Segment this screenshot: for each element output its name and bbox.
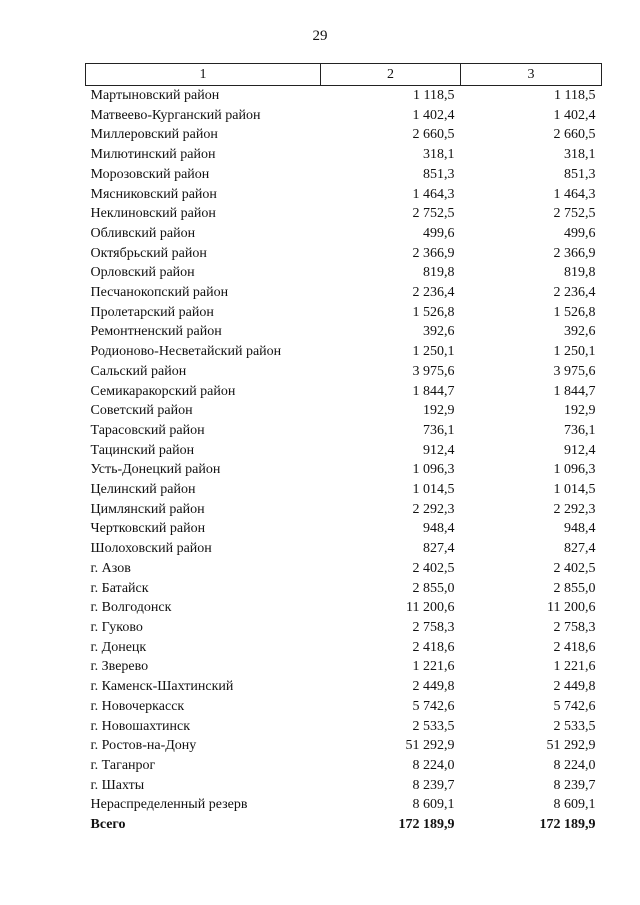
row-col2-value: 1 250,1	[412, 344, 455, 360]
row-col2-value: 8 224,0	[412, 757, 455, 773]
table-row	[86, 362, 602, 382]
row-col2-value: 1 526,8	[412, 304, 455, 320]
row-name: г. Новочеркасск	[90, 698, 185, 714]
row-col3-value: 1 844,7	[553, 383, 596, 399]
row-name: Нераспределенный резерв	[90, 797, 248, 813]
row-col3-value: 2 752,5	[553, 206, 596, 222]
row-col3-value: 8 224,0	[553, 757, 596, 773]
row-col2-value: 1 096,3	[412, 462, 455, 478]
row-col2-value: 2 449,8	[412, 679, 455, 695]
row-col2-value: 192,9	[423, 403, 455, 419]
row-col3-value: 1 250,1	[553, 344, 596, 360]
row-col2-value: 1 118,5	[413, 88, 455, 103]
table-row	[86, 756, 602, 776]
row-col2-value: 8 609,1	[412, 797, 455, 813]
row-name: Песчанокопский район	[90, 285, 229, 301]
row-col3-value: 392,6	[564, 324, 596, 340]
row-col2-value: 8 239,7	[412, 777, 455, 793]
row-col2-value: 1 221,6	[412, 659, 455, 675]
row-col2-value: 392,6	[423, 324, 455, 340]
row-name: г. Ростов-на-Дону	[90, 738, 197, 754]
row-col2-value: 827,4	[423, 541, 455, 557]
table-row	[86, 677, 602, 697]
row-col3-value: 1 402,4	[553, 107, 596, 123]
row-name: г. Азов	[90, 560, 131, 576]
row-name: Целинский район	[90, 482, 196, 498]
row-name: Пролетарский район	[90, 304, 214, 320]
row-col2-value: 912,4	[423, 442, 455, 458]
table-row	[86, 598, 602, 618]
row-col2-value: 318,1	[423, 147, 455, 163]
row-col2-value: 1 014,5	[412, 482, 455, 498]
total-row	[86, 815, 602, 835]
row-col3-value: 819,8	[564, 265, 596, 281]
row-col2-value: 2 236,4	[412, 285, 455, 301]
row-col3-value: 2 758,3	[553, 619, 596, 635]
row-col2-value: 499,6	[423, 225, 455, 241]
table-row	[86, 776, 602, 796]
row-name: Морозовский район	[90, 166, 210, 182]
table-row	[86, 283, 602, 303]
row-col3-value: 318,1	[564, 147, 596, 163]
row-name: г. Волгодонск	[90, 600, 172, 616]
row-col2-value: 2 366,9	[412, 245, 455, 261]
column-header-3: 3	[461, 64, 602, 86]
row-col3-value: 5 742,6	[553, 698, 596, 714]
row-col2-value: 2 402,5	[412, 560, 455, 576]
row-col3-value: 912,4	[564, 442, 596, 458]
table-row	[86, 263, 602, 283]
row-name: Обливский район	[90, 225, 196, 241]
column-header-2: 2	[321, 64, 461, 86]
row-col3-value: 1 014,5	[553, 482, 596, 498]
page-number: 29	[312, 28, 328, 44]
table-row	[86, 657, 602, 677]
table-row	[86, 421, 602, 441]
row-col3-value: 3 975,6	[553, 363, 596, 379]
row-col2-value: 851,3	[423, 166, 455, 182]
table-row	[86, 145, 602, 165]
table-row	[86, 322, 602, 342]
row-col2-value: 1 402,4	[412, 107, 455, 123]
table-row	[86, 795, 602, 815]
row-name: г. Каменск-Шахтинский	[90, 679, 234, 695]
row-name: г. Шахты	[90, 777, 145, 793]
row-name: Миллеровский район	[90, 127, 218, 143]
row-name: г. Донецк	[90, 639, 147, 655]
row-name: Родионово-Несветайский район	[90, 344, 282, 360]
row-col2-value: 948,4	[423, 521, 455, 537]
row-col3-value: 2 236,4	[553, 285, 596, 301]
row-col3-value: 948,4	[564, 521, 596, 537]
row-name: г. Гуково	[90, 619, 143, 635]
row-col3-value: 2 449,8	[553, 679, 596, 695]
row-col2-value: 2 292,3	[412, 501, 455, 517]
row-col2-value: 2 660,5	[412, 127, 455, 143]
row-col3-value: 2 418,6	[553, 639, 596, 655]
row-col2-value: 1 844,7	[412, 383, 455, 399]
row-col2-value: 736,1	[423, 422, 455, 438]
row-name: Усть-Донецкий район	[90, 462, 221, 478]
row-name: Тацинский район	[90, 442, 195, 458]
table-row	[86, 342, 602, 362]
row-col3-value: 2 402,5	[553, 560, 596, 576]
row-col2-value: 3 975,6	[412, 363, 455, 379]
row-name: Семикаракорский район	[90, 383, 236, 399]
row-col3-value: 8 239,7	[553, 777, 596, 793]
table-row	[86, 185, 602, 205]
table-row	[86, 717, 602, 737]
row-col3-value: 1 096,3	[553, 462, 596, 478]
row-name: г. Таганрог	[90, 757, 156, 773]
row-col3-value: 851,3	[564, 166, 596, 182]
row-name: Ремонтненский район	[90, 324, 222, 340]
row-col3-value: 2 292,3	[553, 501, 596, 517]
table-row	[86, 559, 602, 579]
row-col3-value: 736,1	[564, 422, 596, 438]
row-col3-value: 1 526,8	[553, 304, 596, 320]
table-row	[86, 86, 602, 106]
table-row	[86, 244, 602, 264]
table-row	[86, 303, 602, 323]
row-col3-value: 2 660,5	[553, 127, 596, 143]
row-col3-value: 1 221,6	[553, 659, 596, 675]
table-row	[86, 441, 602, 461]
row-col3-value: 1 118,5	[554, 88, 596, 103]
row-name: Сальский район	[90, 363, 187, 379]
table-row	[86, 519, 602, 539]
row-col3-value: 192,9	[564, 403, 596, 419]
table-row	[86, 224, 602, 244]
row-name: Шолоховский район	[90, 541, 212, 557]
row-col2-value: 51 292,9	[405, 738, 455, 754]
table-row	[86, 500, 602, 520]
table-row	[86, 697, 602, 717]
row-name: Милютинский район	[90, 147, 216, 163]
table-row	[86, 539, 602, 559]
row-name: г. Зверево	[90, 659, 149, 675]
row-col3-value: 11 200,6	[547, 600, 596, 616]
table-row	[86, 736, 602, 756]
row-col2-value: 1 464,3	[412, 186, 455, 202]
table-row	[86, 106, 602, 126]
table-row	[86, 401, 602, 421]
row-name: Чертковский район	[90, 521, 206, 537]
table-row	[86, 204, 602, 224]
row-col3-value: 499,6	[564, 225, 596, 241]
row-col3-value: 8 609,1	[553, 797, 596, 813]
table-row	[86, 382, 602, 402]
row-name: Цимлянский район	[90, 501, 205, 517]
header-row	[86, 64, 602, 86]
total-col3: 172 189,9	[539, 817, 596, 833]
row-col2-value: 2 533,5	[412, 718, 455, 734]
table-row	[86, 618, 602, 638]
row-name: Мясниковский район	[90, 186, 217, 202]
row-col2-value: 5 742,6	[412, 698, 455, 714]
table-row	[86, 638, 602, 658]
budget-table	[85, 63, 602, 835]
row-name: Матвеево-Курганский район	[90, 107, 261, 123]
row-col3-value: 2 366,9	[553, 245, 596, 261]
row-name: Неклиновский район	[90, 206, 216, 222]
row-name: г. Батайск	[90, 580, 149, 596]
total-label: Всего	[90, 817, 126, 833]
row-name: Тарасовский район	[90, 422, 205, 438]
table-row	[86, 125, 602, 145]
row-col2-value: 819,8	[423, 265, 455, 281]
table-row	[86, 480, 602, 500]
row-name: Советский район	[90, 403, 193, 419]
row-col3-value: 2 533,5	[553, 718, 596, 734]
table-row	[86, 460, 602, 480]
row-col2-value: 2 758,3	[412, 619, 455, 635]
row-col3-value: 2 855,0	[553, 580, 596, 596]
table-body	[86, 86, 602, 835]
row-col3-value: 1 464,3	[553, 186, 596, 202]
row-col3-value: 827,4	[564, 541, 596, 557]
row-col2-value: 11 200,6	[406, 600, 455, 616]
row-col2-value: 2 418,6	[412, 639, 455, 655]
table-header	[86, 64, 602, 86]
row-name: Орловский район	[90, 265, 195, 281]
row-col2-value: 2 752,5	[412, 206, 455, 222]
row-name: Октябрьский район	[90, 245, 207, 261]
row-name: г. Новошахтинск	[90, 718, 191, 734]
column-header-1: 1	[86, 64, 321, 86]
table-row	[86, 165, 602, 185]
row-col3-value: 51 292,9	[546, 738, 596, 754]
row-col2-value: 2 855,0	[412, 580, 455, 596]
row-name: Мартыновский район	[90, 88, 220, 103]
table-row	[86, 579, 602, 599]
total-col2: 172 189,9	[398, 817, 455, 833]
